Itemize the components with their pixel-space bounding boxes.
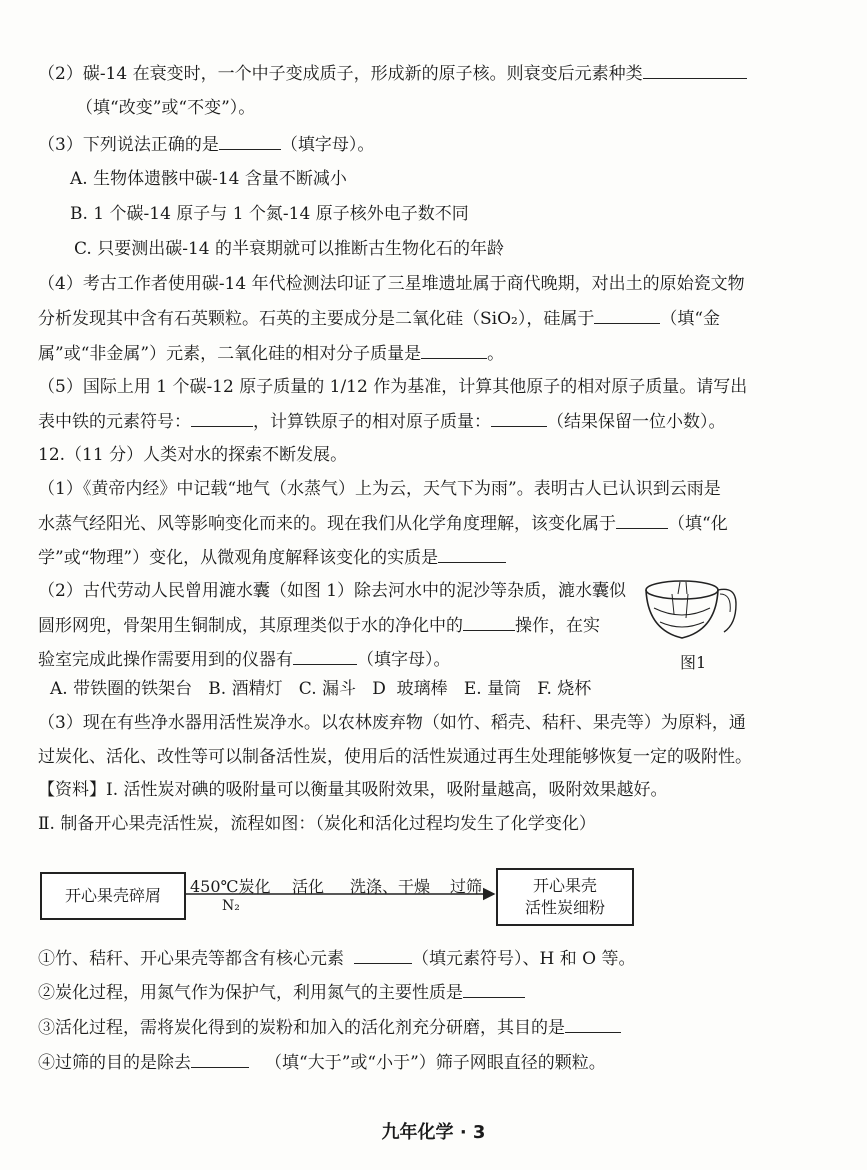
- answer-blank[interactable]: [354, 945, 412, 964]
- flow-step2-label: 活化: [292, 877, 325, 896]
- subq-2: ②炭化过程，用氮气作为保护气，利用氮气的主要性质是: [38, 979, 867, 1006]
- answer-blank[interactable]: [463, 612, 515, 631]
- answer-blank[interactable]: [421, 340, 487, 359]
- q12-part1-line1: （1）《黄帝内经》中记载“地气（水蒸气）上为云，天气下为雨”。表明古人已认识到云雨是: [38, 479, 721, 499]
- q12-part2-options: A. 带铁圈的铁架台 B. 酒精灯 C. 漏斗 D 玻璃棒 E. 量筒 F. 烧杯: [50, 679, 592, 699]
- flow-end-box: 开心果壳 活性炭细粉: [496, 868, 634, 926]
- answer-blank[interactable]: [616, 510, 668, 529]
- q11-part4-line2: 分析发现其中含有石英颗粒。石英的主要成分是二氧化硅（SiO₂），硅属于 （填“金: [38, 305, 867, 332]
- q12-part2-line1: （2）古代劳动人民曾用漉水囊（如图 1）除去河水中的泥沙等杂质，漉水囊似: [38, 581, 627, 601]
- flow-start-box: 开心果壳碎屑: [40, 872, 186, 920]
- answer-blank[interactable]: [643, 60, 747, 79]
- q11-option-a: A. 生物体遗骸中碳-14 含量不断减小: [70, 169, 347, 189]
- q11-part5-line1: （5）国际上用 1 个碳-12 原子质量的 1/12 作为基准，计算其他原子的相对原子质量。请写出: [38, 377, 748, 397]
- subq-4: ④过筛的目的是除去 （填“大于”或“小于”）筛子网眼直径的颗粒。: [38, 1049, 867, 1076]
- answer-blank[interactable]: [438, 544, 506, 563]
- answer-blank[interactable]: [463, 979, 525, 998]
- q12-part3-line1: （3）现在有些净水器用活性炭净水。以农林废弃物（如竹、稻壳、秸秆、果壳等）为原料，通: [38, 713, 746, 733]
- answer-blank[interactable]: [191, 408, 253, 427]
- flow-step4-label: 过筛: [450, 877, 483, 896]
- info-item-2: Ⅱ. 制备开心果壳活性炭，流程如图：（炭化和活化过程均发生了化学变化）: [38, 814, 596, 834]
- flow-step1-label: 450℃炭化: [190, 877, 271, 896]
- q11-part4-line3: 属”或“非金属”）元素，二氧化硅的相对分子质量是 。: [38, 340, 867, 367]
- answer-blank[interactable]: [219, 131, 281, 150]
- flow-step3-label: 洗涤、干燥: [350, 877, 431, 896]
- info-item-1: 【资料】Ⅰ. 活性炭对碘的吸附量可以衡量其吸附效果，吸附量越高，吸附效果越好。: [38, 780, 668, 800]
- q11-option-c: C. 只要测出碳-14 的半衰期就可以推断古生物化石的年龄: [74, 239, 504, 259]
- flow-step1-gas: N₂: [222, 898, 240, 914]
- filter-bag-figure: [640, 572, 750, 672]
- answer-blank[interactable]: [293, 646, 357, 665]
- q11-option-b: B. 1 个碳-14 原子与 1 个氮-14 原子核外电子数不同: [70, 204, 469, 224]
- q11-part3-question: （3）下列说法正确的是 （填字母）。: [38, 131, 867, 158]
- q12-part1-line3: 学”或“物理”）变化，从微观角度解释该变化的实质是: [38, 544, 867, 571]
- q11-part4-line1: （4）考古工作者使用碳-14 年代检测法印证了三星堆遗址属于商代晚期，对出土的原始瓷文物: [38, 274, 745, 294]
- q11-part2-line2: （填“改变”或“不变”）。: [76, 98, 256, 118]
- figure-caption: 图1: [680, 653, 707, 672]
- subq-1: ①竹、秸秆、开心果壳等都含有核心元素 （填元素符号）、H 和 O 等。: [38, 945, 867, 972]
- answer-blank[interactable]: [594, 305, 660, 324]
- answer-blank[interactable]: [191, 1049, 249, 1068]
- process-flow: [0, 860, 867, 932]
- q12-part2-line2: 圆形网兜，骨架用生铜制成，其原理类似于水的净化中的 操作，在实: [38, 612, 867, 639]
- q12-part1-line2: 水蒸气经阳光、风等影响变化而来的。现在我们从化学角度理解，该变化属于 （填“化: [38, 510, 867, 537]
- answer-blank[interactable]: [565, 1014, 621, 1033]
- answer-blank[interactable]: [491, 408, 547, 427]
- q11-part2-line1: （2）碳-14 在衰变时，一个中子变成质子，形成新的原子核。则衰变后元素种类: [38, 60, 867, 87]
- q12-part3-line2: 过炭化、活化、改性等可以制备活性炭，使用后的活性炭通过再生处理能够恢复一定的吸附性。: [38, 747, 752, 767]
- page-footer: 九年化学 · 3: [381, 1122, 486, 1143]
- q12-part2-line3: 验室完成此操作需要用到的仪器有 （填字母）。: [38, 646, 867, 673]
- q11-part5-line2: 表中铁的元素符号： ，计算铁原子的相对原子质量： （结果保留一位小数）。: [38, 408, 867, 435]
- flow-arrows: [0, 860, 867, 932]
- q12-header: 12.（11 分）人类对水的探索不断发展。: [38, 445, 348, 465]
- subq-3: ③活化过程，需将炭化得到的炭粉和加入的活化剂充分研磨，其目的是: [38, 1014, 867, 1041]
